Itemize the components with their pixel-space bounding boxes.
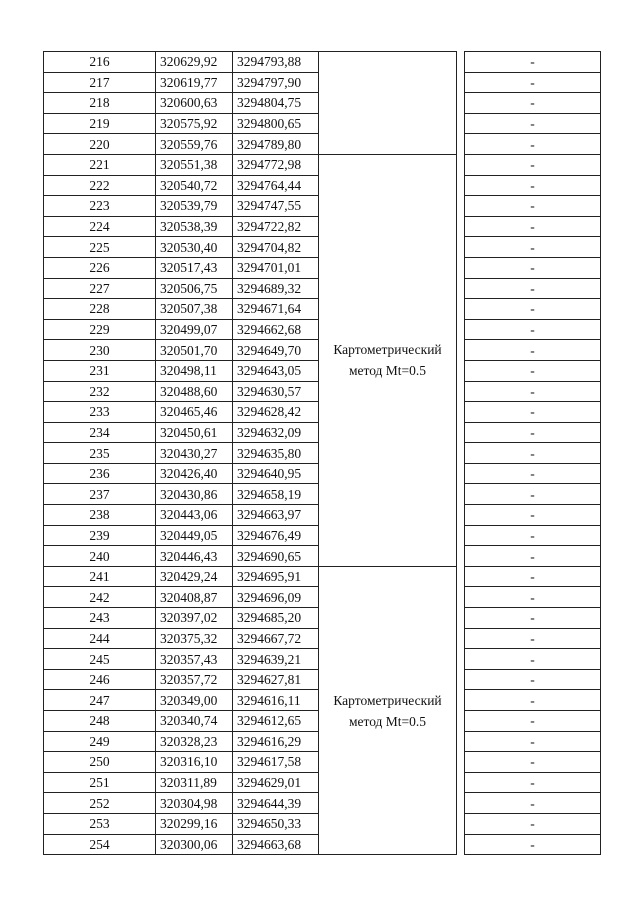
y-coordinate-cell: 3294722,82: [233, 216, 319, 237]
y-coordinate-cell: 3294690,65: [233, 546, 319, 567]
x-coordinate-cell: 320443,06: [156, 505, 233, 526]
y-coordinate-cell: 3294676,49: [233, 525, 319, 546]
column-gap: [457, 711, 465, 732]
note-cell: -: [465, 237, 601, 258]
y-coordinate-cell: 3294696,09: [233, 587, 319, 608]
point-number-cell: 233: [44, 402, 156, 423]
note-cell: -: [465, 463, 601, 484]
point-number-cell: 232: [44, 381, 156, 402]
point-number-cell: 241: [44, 566, 156, 587]
y-coordinate-cell: 3294628,42: [233, 402, 319, 423]
x-coordinate-cell: 320501,70: [156, 340, 233, 361]
y-coordinate-cell: 3294764,44: [233, 175, 319, 196]
point-number-cell: 230: [44, 340, 156, 361]
note-cell: -: [465, 443, 601, 464]
point-number-cell: 228: [44, 299, 156, 320]
point-number-cell: 244: [44, 628, 156, 649]
point-number-cell: 253: [44, 813, 156, 834]
note-cell: -: [465, 649, 601, 670]
y-coordinate-cell: 3294644,39: [233, 793, 319, 814]
note-cell: -: [465, 360, 601, 381]
x-coordinate-cell: 320430,86: [156, 484, 233, 505]
x-coordinate-cell: 320507,38: [156, 299, 233, 320]
y-coordinate-cell: 3294689,32: [233, 278, 319, 299]
note-cell: -: [465, 196, 601, 217]
x-coordinate-cell: 320629,92: [156, 52, 233, 73]
table-row: [44, 154, 601, 175]
point-number-cell: 243: [44, 608, 156, 629]
y-coordinate-cell: 3294671,64: [233, 299, 319, 320]
y-coordinate-cell: 3294701,01: [233, 257, 319, 278]
point-number-cell: 225: [44, 237, 156, 258]
point-number-cell: 252: [44, 793, 156, 814]
point-number-cell: 227: [44, 278, 156, 299]
note-cell: -: [465, 52, 601, 73]
y-coordinate-cell: 3294629,01: [233, 772, 319, 793]
x-coordinate-cell: 320575,92: [156, 113, 233, 134]
x-coordinate-cell: 320311,89: [156, 772, 233, 793]
point-number-cell: 219: [44, 113, 156, 134]
column-gap: [457, 546, 465, 567]
x-coordinate-cell: 320488,60: [156, 381, 233, 402]
column-gap: [457, 484, 465, 505]
x-coordinate-cell: 320446,43: [156, 546, 233, 567]
point-number-cell: 224: [44, 216, 156, 237]
point-number-cell: 235: [44, 443, 156, 464]
y-coordinate-cell: 3294789,80: [233, 134, 319, 155]
y-coordinate-cell: 3294630,57: [233, 381, 319, 402]
column-gap: [457, 257, 465, 278]
x-coordinate-cell: 320316,10: [156, 752, 233, 773]
point-number-cell: 249: [44, 731, 156, 752]
y-coordinate-cell: 3294804,75: [233, 93, 319, 114]
column-gap: [457, 505, 465, 526]
point-number-cell: 239: [44, 525, 156, 546]
note-cell: -: [465, 175, 601, 196]
note-cell: -: [465, 608, 601, 629]
point-number-cell: 242: [44, 587, 156, 608]
point-number-cell: 246: [44, 669, 156, 690]
y-coordinate-cell: 3294663,68: [233, 834, 319, 855]
column-gap: [457, 443, 465, 464]
note-cell: -: [465, 566, 601, 587]
y-coordinate-cell: 3294658,19: [233, 484, 319, 505]
x-coordinate-cell: 320349,00: [156, 690, 233, 711]
x-coordinate-cell: 320498,11: [156, 360, 233, 381]
x-coordinate-cell: 320430,27: [156, 443, 233, 464]
y-coordinate-cell: 3294640,95: [233, 463, 319, 484]
y-coordinate-cell: 3294704,82: [233, 237, 319, 258]
point-number-cell: 250: [44, 752, 156, 773]
note-cell: -: [465, 93, 601, 114]
note-cell: -: [465, 113, 601, 134]
x-coordinate-cell: 320559,76: [156, 134, 233, 155]
point-number-cell: 223: [44, 196, 156, 217]
column-gap: [457, 278, 465, 299]
x-coordinate-cell: 320357,72: [156, 669, 233, 690]
column-gap: [457, 93, 465, 114]
point-number-cell: 231: [44, 360, 156, 381]
y-coordinate-cell: 3294617,58: [233, 752, 319, 773]
column-gap: [457, 72, 465, 93]
note-cell: -: [465, 402, 601, 423]
table-row: [44, 566, 601, 587]
note-cell: -: [465, 690, 601, 711]
point-number-cell: 221: [44, 154, 156, 175]
x-coordinate-cell: 320429,24: [156, 566, 233, 587]
y-coordinate-cell: 3294616,11: [233, 690, 319, 711]
point-number-cell: 248: [44, 711, 156, 732]
point-number-cell: 222: [44, 175, 156, 196]
note-cell: -: [465, 834, 601, 855]
y-coordinate-cell: 3294650,33: [233, 813, 319, 834]
y-coordinate-cell: 3294695,91: [233, 566, 319, 587]
y-coordinate-cell: 3294649,70: [233, 340, 319, 361]
method-cell: [319, 154, 457, 566]
column-gap: [457, 299, 465, 320]
column-gap: [457, 422, 465, 443]
note-cell: -: [465, 711, 601, 732]
table-body: [44, 52, 601, 855]
column-gap: [457, 360, 465, 381]
x-coordinate-cell: 320538,39: [156, 216, 233, 237]
y-coordinate-cell: 3294663,97: [233, 505, 319, 526]
column-gap: [457, 793, 465, 814]
point-number-cell: 236: [44, 463, 156, 484]
column-gap: [457, 134, 465, 155]
column-gap: [457, 237, 465, 258]
column-gap: [457, 566, 465, 587]
point-number-cell: 217: [44, 72, 156, 93]
y-coordinate-cell: 3294616,29: [233, 731, 319, 752]
column-gap: [457, 669, 465, 690]
y-coordinate-cell: 3294747,55: [233, 196, 319, 217]
x-coordinate-cell: 320540,72: [156, 175, 233, 196]
column-gap: [457, 196, 465, 217]
point-number-cell: 245: [44, 649, 156, 670]
column-gap: [457, 608, 465, 629]
x-coordinate-cell: 320600,63: [156, 93, 233, 114]
x-coordinate-cell: 320408,87: [156, 587, 233, 608]
note-cell: -: [465, 381, 601, 402]
x-coordinate-cell: 320397,02: [156, 608, 233, 629]
note-cell: -: [465, 525, 601, 546]
y-coordinate-cell: 3294639,21: [233, 649, 319, 670]
y-coordinate-cell: 3294685,20: [233, 608, 319, 629]
x-coordinate-cell: 320450,61: [156, 422, 233, 443]
note-cell: -: [465, 731, 601, 752]
column-gap: [457, 381, 465, 402]
note-cell: -: [465, 257, 601, 278]
x-coordinate-cell: 320357,43: [156, 649, 233, 670]
point-number-cell: 226: [44, 257, 156, 278]
column-gap: [457, 463, 465, 484]
column-gap: [457, 752, 465, 773]
note-cell: -: [465, 278, 601, 299]
note-cell: -: [465, 772, 601, 793]
note-cell: -: [465, 299, 601, 320]
column-gap: [457, 587, 465, 608]
point-number-cell: 238: [44, 505, 156, 526]
method-cell: [319, 566, 457, 854]
y-coordinate-cell: 3294800,65: [233, 113, 319, 134]
point-number-cell: 216: [44, 52, 156, 73]
y-coordinate-cell: 3294797,90: [233, 72, 319, 93]
x-coordinate-cell: 320426,40: [156, 463, 233, 484]
coordinates-table: [43, 51, 601, 855]
table-row: [44, 52, 601, 73]
note-cell: -: [465, 484, 601, 505]
x-coordinate-cell: 320517,43: [156, 257, 233, 278]
x-coordinate-cell: 320499,07: [156, 319, 233, 340]
point-number-cell: 251: [44, 772, 156, 793]
y-coordinate-cell: 3294793,88: [233, 52, 319, 73]
note-cell: -: [465, 505, 601, 526]
point-number-cell: 234: [44, 422, 156, 443]
column-gap: [457, 813, 465, 834]
x-coordinate-cell: 320299,16: [156, 813, 233, 834]
x-coordinate-cell: 320539,79: [156, 196, 233, 217]
x-coordinate-cell: 320340,74: [156, 711, 233, 732]
note-cell: -: [465, 628, 601, 649]
column-gap: [457, 772, 465, 793]
column-gap: [457, 52, 465, 73]
column-gap: [457, 402, 465, 423]
x-coordinate-cell: 320328,23: [156, 731, 233, 752]
x-coordinate-cell: 320449,05: [156, 525, 233, 546]
column-gap: [457, 731, 465, 752]
x-coordinate-cell: 320506,75: [156, 278, 233, 299]
point-number-cell: 247: [44, 690, 156, 711]
note-cell: -: [465, 319, 601, 340]
note-cell: -: [465, 546, 601, 567]
column-gap: [457, 628, 465, 649]
note-cell: -: [465, 587, 601, 608]
column-gap: [457, 834, 465, 855]
note-cell: -: [465, 154, 601, 175]
y-coordinate-cell: 3294643,05: [233, 360, 319, 381]
note-cell: -: [465, 340, 601, 361]
y-coordinate-cell: 3294635,80: [233, 443, 319, 464]
y-coordinate-cell: 3294667,72: [233, 628, 319, 649]
column-gap: [457, 175, 465, 196]
column-gap: [457, 113, 465, 134]
note-cell: -: [465, 669, 601, 690]
note-cell: -: [465, 422, 601, 443]
y-coordinate-cell: 3294632,09: [233, 422, 319, 443]
column-gap: [457, 525, 465, 546]
point-number-cell: 218: [44, 93, 156, 114]
point-number-cell: 237: [44, 484, 156, 505]
column-gap: [457, 340, 465, 361]
note-cell: -: [465, 813, 601, 834]
note-cell: -: [465, 793, 601, 814]
method-cell: [319, 52, 457, 155]
y-coordinate-cell: 3294772,98: [233, 154, 319, 175]
note-cell: -: [465, 752, 601, 773]
point-number-cell: 254: [44, 834, 156, 855]
note-cell: -: [465, 216, 601, 237]
x-coordinate-cell: 320465,46: [156, 402, 233, 423]
note-cell: -: [465, 72, 601, 93]
x-coordinate-cell: 320551,38: [156, 154, 233, 175]
column-gap: [457, 649, 465, 670]
method-text: Картометрический метод Mt=0.5: [333, 342, 442, 379]
y-coordinate-cell: 3294662,68: [233, 319, 319, 340]
y-coordinate-cell: 3294612,65: [233, 711, 319, 732]
column-gap: [457, 216, 465, 237]
note-cell: -: [465, 134, 601, 155]
x-coordinate-cell: 320619,77: [156, 72, 233, 93]
method-text: Картометрический метод Mt=0.5: [333, 692, 442, 729]
y-coordinate-cell: 3294627,81: [233, 669, 319, 690]
column-gap: [457, 154, 465, 175]
point-number-cell: 240: [44, 546, 156, 567]
x-coordinate-cell: 320530,40: [156, 237, 233, 258]
column-gap: [457, 690, 465, 711]
x-coordinate-cell: 320304,98: [156, 793, 233, 814]
column-gap: [457, 319, 465, 340]
point-number-cell: 229: [44, 319, 156, 340]
point-number-cell: 220: [44, 134, 156, 155]
x-coordinate-cell: 320300,06: [156, 834, 233, 855]
x-coordinate-cell: 320375,32: [156, 628, 233, 649]
